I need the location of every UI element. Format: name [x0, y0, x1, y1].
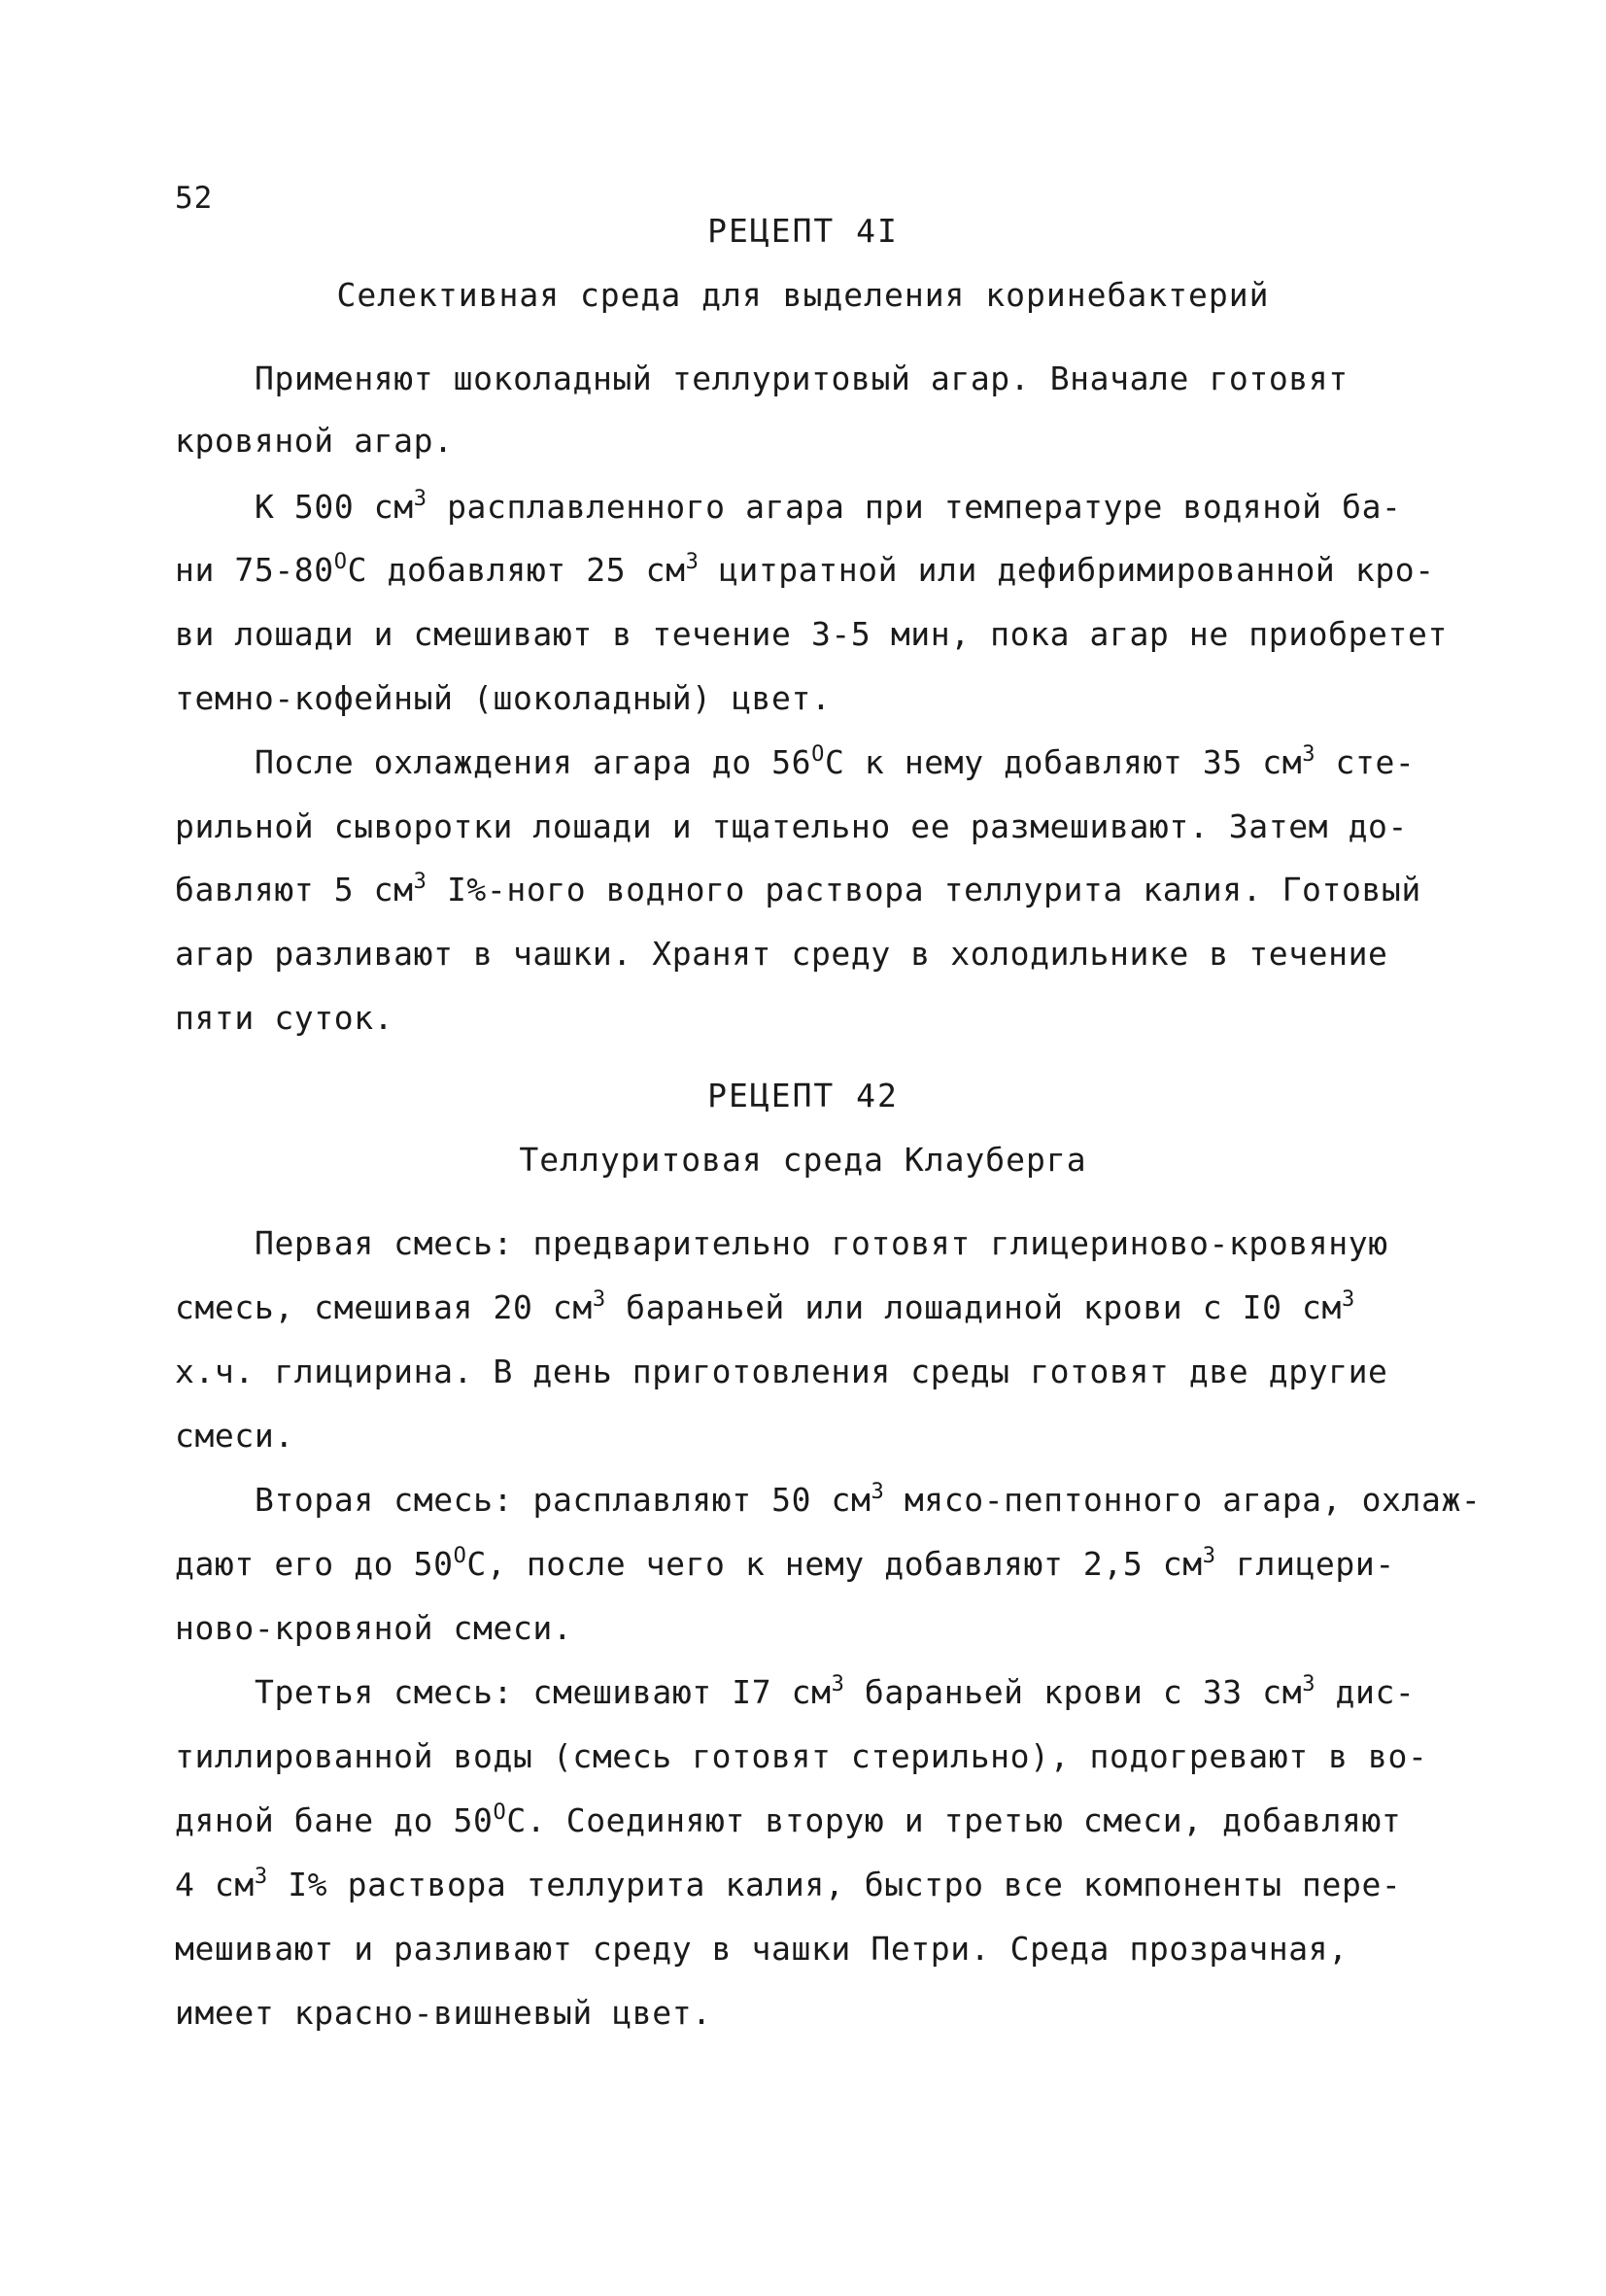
recipe-41-heading: РЕЦЕПТ 4I	[707, 212, 899, 250]
paragraph-line: ви лошади и смешивают в течение 3-5 мин, пока агар не приобретет	[175, 615, 1448, 653]
paragraph-line: бавляют 5 $см^3$ I%-ного водного раствора теллурита калия. Готовый	[175, 870, 1421, 908]
paragraph-line: имеет красно-вишневый цвет.	[175, 1994, 712, 2032]
paragraph-line: тиллированной воды (смесь готовят стерильно), подогревают в во-	[175, 1737, 1428, 1775]
paragraph-line: кровяной агар.	[175, 422, 454, 460]
paragraph-line: мешивают и разливают среду в чашки Петри. Среда прозрачная,	[175, 1930, 1349, 1968]
paragraph-line: х.ч. глицирина. В день приготовления среды готовят две другие	[175, 1353, 1388, 1390]
paragraph-line: ни $75-80^ОС$ добавляют 25 $см^3$ цитратной или дефибримированной кро-	[175, 550, 1435, 589]
paragraph-line: После охлаждения агара до $56^ОС$ к нему добавляют 35 $см^3$ сте-	[255, 742, 1416, 781]
recipe-42-heading: РЕЦЕПТ 42	[707, 1077, 899, 1114]
paragraph-line: рильной сыворотки лошади и тщательно ее размешивают. Затем до-	[175, 807, 1408, 845]
paragraph-line: 4 $см^3$ I% раствора теллурита калия, быстро все компоненты пере-	[175, 1865, 1402, 1903]
paragraph-line: дяной бане до $50^ОС$. Соединяют вторую и третью смеси, добавляют	[175, 1800, 1402, 1839]
paragraph-line: дают его до $50^ОС$, после чего к нему добавляют 2,5 $см^3$ глицери-	[175, 1544, 1395, 1583]
paragraph-line: агар разливают в чашки. Хранят среду в холодильнике в течение	[175, 935, 1388, 973]
recipe-41-subtitle: Селективная среда для выделения коринебактерий	[336, 276, 1270, 314]
paragraph-line: смеси.	[175, 1417, 294, 1455]
paragraph-line: К 500 $см^3$ расплавленного агара при температуре водяной ба-	[255, 487, 1402, 526]
paragraph-line: Применяют шоколадный теллуритовый агар. Вначале готовят	[255, 360, 1349, 397]
paragraph-line: Первая смесь: предварительно готовят глицериново-кровяную	[255, 1224, 1388, 1262]
recipe-42-subtitle: Теллуритовая среда Клауберга	[519, 1141, 1087, 1179]
paragraph-line: Вторая смесь: расплавляют 50 $см^3$ мясо-пептонного агара, охлаж-	[255, 1480, 1482, 1519]
paragraph-line: Третья смесь: смешивают I7 $см^3$ бараньей крови с 33 $см^3$ дис-	[255, 1672, 1416, 1711]
paragraph-line: смесь, смешивая 20 $см^3$ бараньей или лошадиной крови с I0 $см^3$	[175, 1287, 1355, 1326]
paragraph-line: ново-кровяной смеси.	[175, 1609, 573, 1647]
paragraph-line: пяти суток.	[175, 999, 394, 1037]
page-number: 52	[175, 181, 214, 216]
paragraph-line: темно-кофейный (шоколадный) цвет.	[175, 679, 832, 717]
